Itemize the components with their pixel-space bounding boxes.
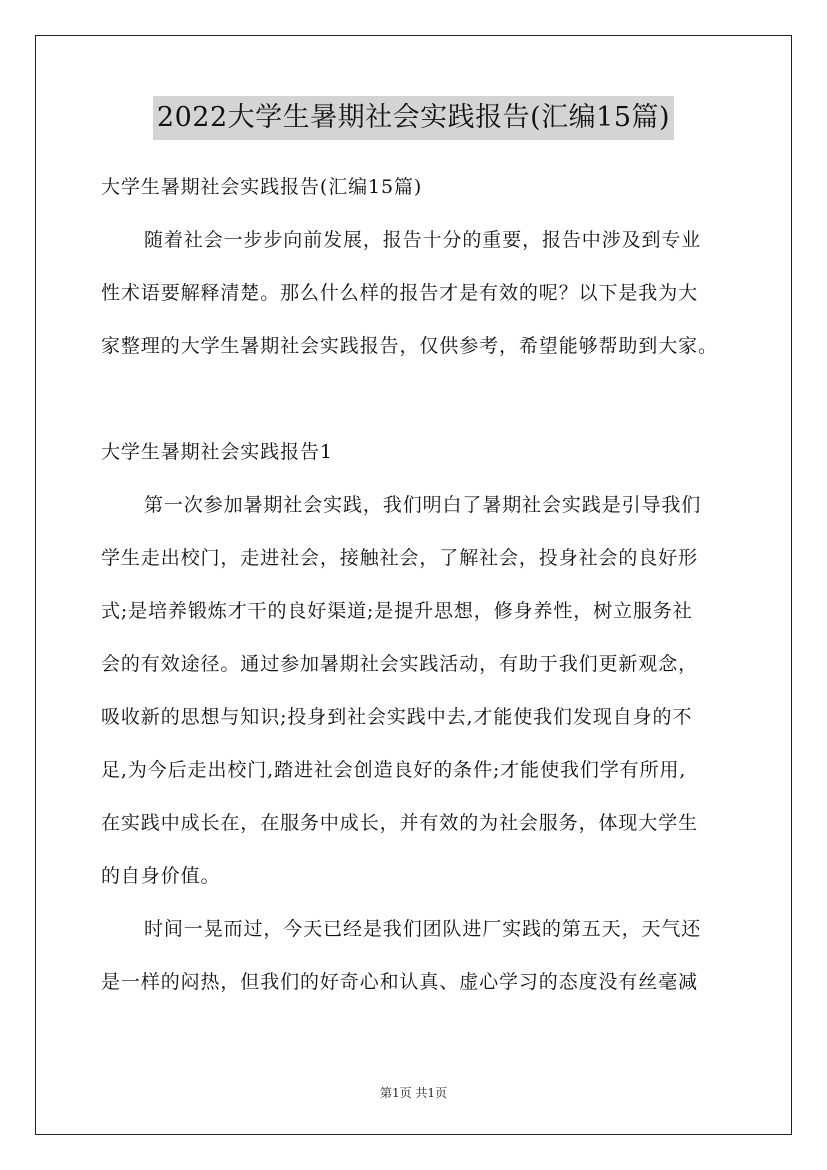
- paragraph-line: 在实践中成长在，在服务中成长，并有效的为社会服务，体现大学生: [101, 812, 699, 834]
- document-title: 2022大学生暑期社会实践报告(汇编15篇): [153, 96, 674, 140]
- paragraph-line: 式;是培养锻炼才干的良好渠道;是提升思想，修身养性，树立服务社: [101, 600, 693, 622]
- page-number-footer: 第1页 共1页: [379, 1086, 448, 1100]
- paragraph-line: 家整理的大学生暑期社会实践报告，仅供参考，希望能够帮助到大家。: [101, 335, 718, 357]
- title-container: [0, 96, 827, 140]
- paragraph-line: 吸收新的思想与知识;投身到社会实践中去,才能使我们发现自身的不: [101, 706, 693, 728]
- subtitle: 大学生暑期社会实践报告(汇编15篇): [101, 176, 423, 198]
- paragraph-line: 随着社会一步步向前发展，报告十分的重要，报告中涉及到专业: [144, 229, 702, 251]
- paragraph-line: 学生走出校门，走进社会，接触社会，了解社会，投身社会的良好形: [101, 547, 699, 569]
- section1-paragraph-2: [101, 916, 741, 995]
- paragraph-line: 会的有效途径。通过参加暑期社会实践活动，有助于我们更新观念，: [101, 653, 699, 675]
- document-body: [101, 174, 741, 1022]
- paragraph-line: 的自身价值。: [101, 865, 221, 887]
- paragraph-line: 时间一晃而过，今天已经是我们团队进厂实践的第五天，天气还: [144, 918, 702, 940]
- intro-paragraph: [101, 227, 741, 359]
- section-heading: 大学生暑期社会实践报告1: [101, 441, 333, 463]
- section-spacer: [101, 386, 741, 439]
- paragraph-line: 足,为今后走出校门,踏进社会创造良好的条件;才能使我们学有所用,: [101, 759, 687, 781]
- paragraph-line: 性术语要解释清楚。那么什么样的报告才是有效的呢？以下是我为大: [101, 282, 699, 304]
- paragraph-line: 是一样的闷热，但我们的好奇心和认真、虚心学习的态度没有丝毫减: [101, 971, 699, 993]
- section1-paragraph-1: [101, 492, 741, 889]
- paragraph-line: 第一次参加暑期社会实践，我们明白了暑期社会实践是引导我们: [144, 494, 702, 516]
